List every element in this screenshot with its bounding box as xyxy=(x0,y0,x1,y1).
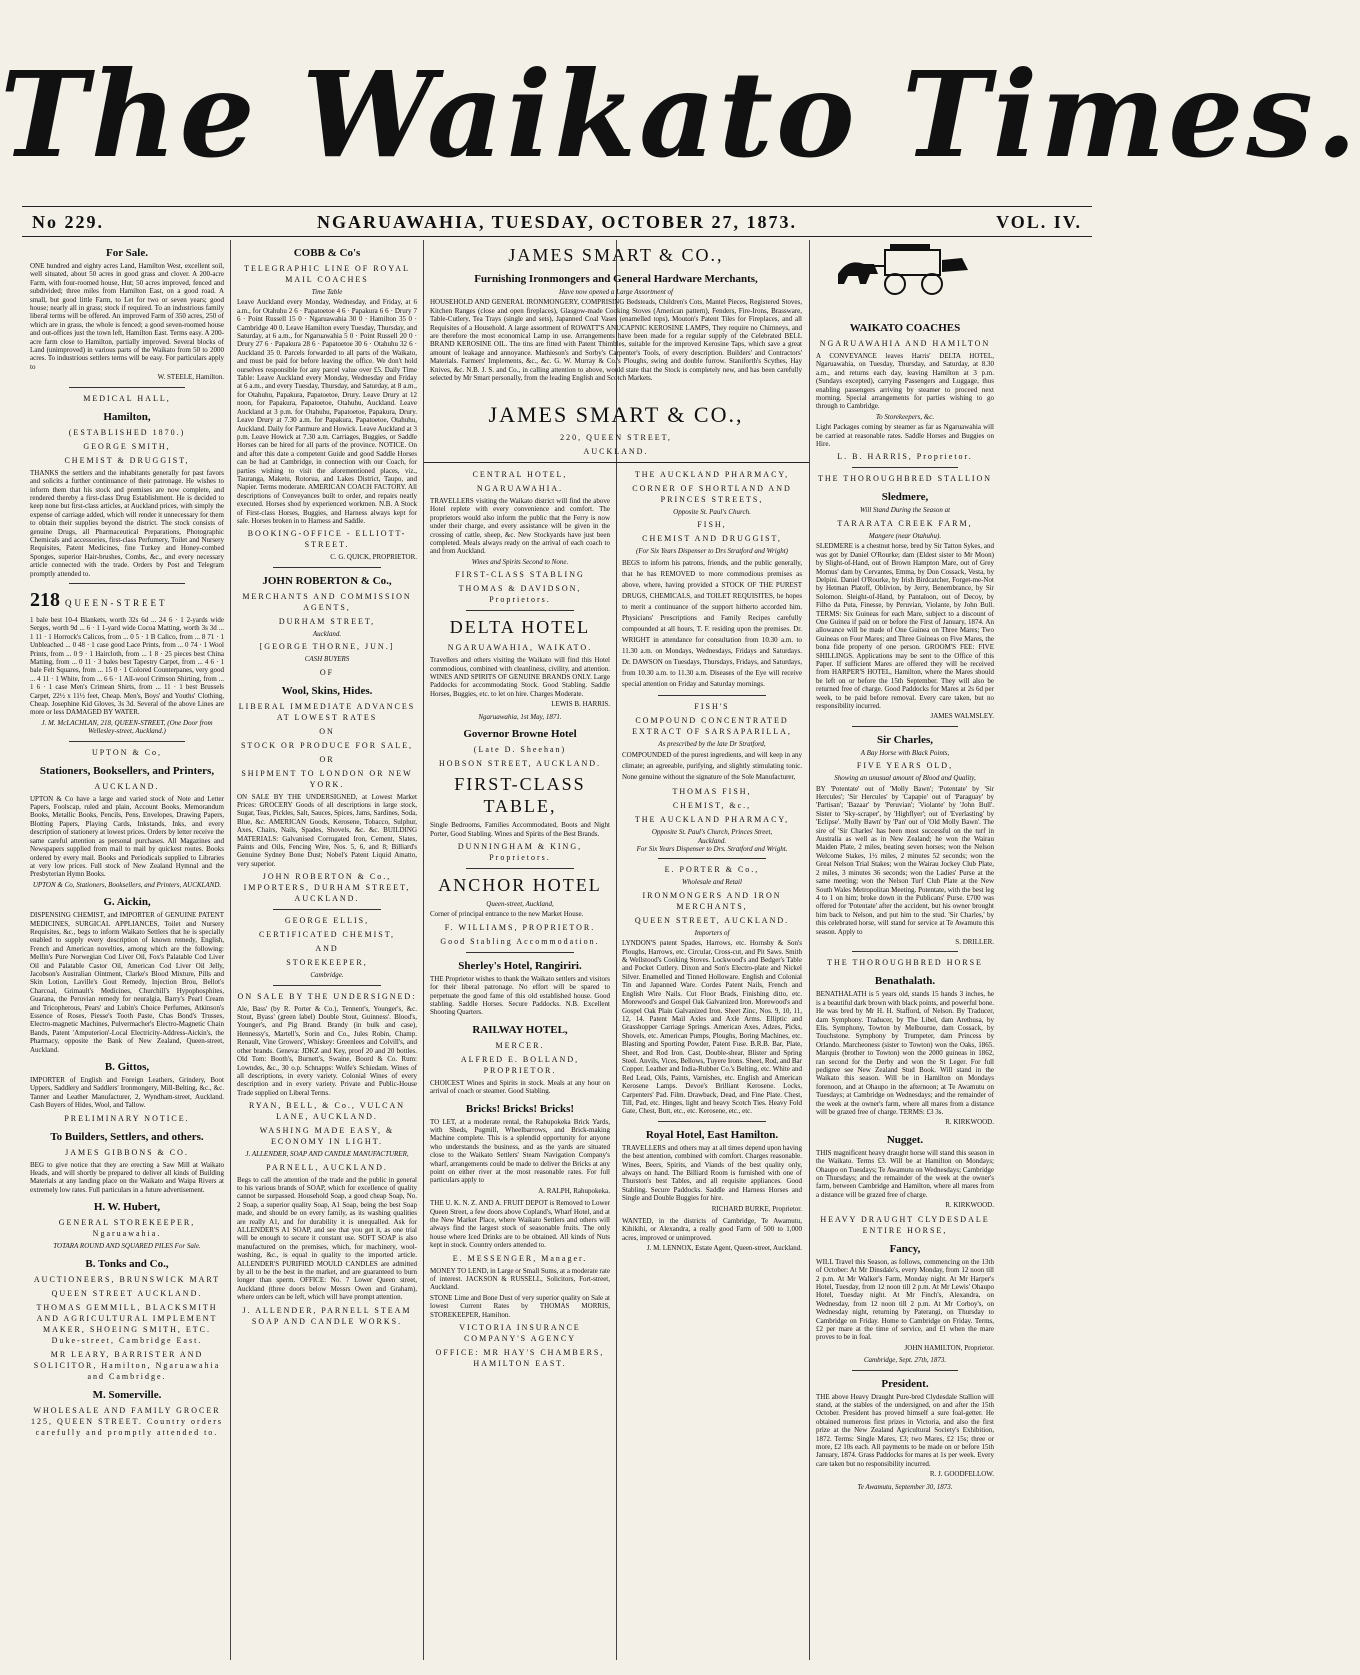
fancy-date: Cambridge, Sept. 27th, 1873. xyxy=(863,1356,947,1365)
chemist-name: GEORGE SMITH, xyxy=(83,441,171,451)
president-date: Te Awamutu, September 30, 1873. xyxy=(857,1482,953,1491)
roberton-thorne: [GEORGE THORNE, JUN.] xyxy=(259,642,395,652)
for-sale-signature: W. STEELE, Hamilton. xyxy=(157,373,224,382)
upton-text: UPTON & Co have a large and varied stock of Note and Letter Papers, Foolscap, ruled and plain, Account Books, Memorandum Books, Metallic Books, Pencils, Pens, Envelopes, Drawing Papers, Blotting Papers, Playing Cards, Inkstands, Inks, and every description of stationery at lowest prices. Orders by letter receive the same careful attention as personal purchases. All Magazines and Newspapers supplied from mail to mail by quickest routes. Books ordered by every mail. Books and Periodicals supplied to Libraries at very low prices. Full stock of New Zealand Hymnal and the Presbyterian Hymn Books. xyxy=(30,794,224,879)
central-place: NGARUAWAHIA. xyxy=(476,484,564,493)
anchor-title: ANCHOR HOTEL xyxy=(438,874,602,895)
coach-illustration xyxy=(816,240,994,315)
railway-proprietor: ALFRED E. BOLLAND, PROPRIETOR. xyxy=(460,1054,580,1075)
undersigned-title: ON SALE BY THE UNDERSIGNED: xyxy=(237,991,417,1001)
divider xyxy=(658,695,766,696)
delta-signature: LEWIS B. HARRIS. xyxy=(551,700,610,709)
dateline xyxy=(22,212,1092,236)
divider xyxy=(424,462,809,463)
fishs-prescribed: As prescribed by the late Dr Stratford, xyxy=(658,739,766,748)
porter-title: E. PORTER & Co., xyxy=(664,865,760,875)
porter-sub: Wholesale and Retail xyxy=(682,878,742,887)
fishs-chemist: CHEMIST, &c., xyxy=(672,801,752,811)
fish-sub: CHEMIST AND DRUGGIST, xyxy=(642,534,782,544)
mclachlan-signature: J. M. McLACHLAN, 218, QUEEN-STREET, (One Door from Wellesley-street, Auckland.) xyxy=(41,718,213,736)
allender-title: J. ALLENDER, SOAP AND CANDLE MANUFACTURER, xyxy=(245,1150,409,1159)
delta-text: Travellers and others visiting the Waikato will find this Hotel commodious, combined with cleanliness, civility, and attention. WINES AND SPIRITS OF GENUINE BRANDS ONLY. Large Paddocks for accommodating Stock. Good Stabling. Saddle Horses, Buggies, etc. to let on hire. Charges Moderate. xyxy=(430,656,610,698)
fishs-signature: THOMAS FISH, xyxy=(672,787,752,797)
cobb-time-table: Time Table xyxy=(311,288,343,296)
volume-number: VOL. IV. xyxy=(996,212,1082,232)
upton-signature: UPTON & Co, Stationers, Booksellers, and Printers, AUCKLAND. xyxy=(32,880,222,889)
fish-text: BEGS to inform his patrons, friends, and the public generally, that he has REMOVED to more commodious premises as above, where, having provided a STOCK OF THE PUREST DRUGS, CHEMICALS, and TOILET REQUISITES, he hopes to merit a continuance of the support hitherto accorded him. Physicians' Prescriptions and Family Recipes carefully compounded at all hours, T. F. residing upon the premises. Dr. WRIGHT in attendance for consultation from 10.30 a.m. to 11.30 a.m. on Mondays, Wednesdays, Fridays and Saturdays. Dr. DAWSON on Tuesdays, Thursdays, Fridays, and Saturdays, from 10.30 a.m. to 11.30 a.m. Diseases of the Eye will receive special attention on Friday and Saturday mornings. xyxy=(622,558,802,688)
divider xyxy=(658,858,766,859)
governor-late: (Late D. Sheehan) xyxy=(473,745,567,755)
queen-street-label: QUEEN-STREET xyxy=(65,597,168,608)
tonks-sub: AUCTIONEERS, BRUNSWICK MART xyxy=(33,1274,221,1284)
divider xyxy=(658,1121,766,1122)
smart-text: HOUSEHOLD AND GENERAL IRONMONGERY, COMPRISING Bedsteads, Children's Cots, Mantel Pieces, Registered Stoves, Kitchen Ranges (close and open fireplaces), Glasgow-made Cooking Stoves (American pattern), Fenders, Fire-Irons, Brassware, Table-Cutlery, Tea Trays (single and sets), Japanned Coal Vases (enamelled tops), Mouton's Patent Tiles for Fireplaces, and all Requisites of a Household. A large assortment of ROWATT'S ANUCAPNIC KEROSINE LAMPS, They require no Chimneys, and are therefore the most economical Lamp in use. Arrangements have been made for a regular supply of the Celebrated BELL BRAND KEROSINE OIL. The tins are fitted with Patent Thimbles, suitable for the improved Kerosine Taps, which save a great amount of leakage and annoyance. Mathieson's and Sorby's Carpenter's Tools, of every description. Builders' and Contractors' Materials. Farmers' Implements, &c., &c. G. W. Murray & Co.'s Ploughs, swing and double furrow. Staniforth's Scythes, Hay Knives, &c. N.B. J. S. and Co., in calling attention to above, would state that the Stock is completely new, and has been carefully selected by Mr Smart personally, from the leading English and Scotch Markets. xyxy=(430,298,802,383)
liberal-advances: LIBERAL IMMEDIATE ADVANCES AT LOWEST RATES xyxy=(238,701,416,722)
divider xyxy=(466,868,574,869)
cobb-text: Leave Auckland every Monday, Wednesday, and Friday, at 6 a.m., for Otahuhu 2 6 · Papatoetoe 4 6 · Papakura 6 6 · Drury 7 6 · Point Russell 15 0 · Ngaruawahia 30 0 · Hamilton 35 0 · Cambridge 40 0. Leave Hamilton every Tuesday, Thursday, and Saturday, at 6 a.m., for Ngaruawahia 5 0 · Point Russell 20 0 · Drury 27 6 · Papakura 28 6 · Papatoetoe 30 6 · Otahuhu 32 6 · Auckland 35 0. Parcels forwarded to all parts of the Waikato, and must be paid for before leaving the office. We don't hold ourselves responsible for any parcel value over £5. Daily Time Table: Leave Auckland every Monday, Wednesday and Friday at 6 a.m., and every Tuesday, Thursday, and Saturday, at 8 a.m., for Otahuhu, Papakura, Papatoetoe, Drury. Leave Drury at 12 noon, for Papakura, Papatoetoe, Otahuhu, Auckland. Leave Auckland at 3 p.m. for Otahuhu, Papatoetoe, Papakura, Drury. Leave Drury at 7.30 a.m. for Papakura, Papatoetoe, Otahuhu, Auckland. Daily for Panmure and Howick. Leave Auckland at 3 p.m. Leave Howick at 7.30 a.m. Carriages, Buggies, or Saddle Horses can be hired for all parts of the province. NOTICE. On and after this date a competent Guide and good Saddle Horses can be had at Cambridge, in connection with our Coach, for parties wishing to visit the aforementioned places, viz., Tauranga, Maketu, Rotorua, and Lakes District, Taupo, and Napier. Terms moderate. AMERICAN COACH FACTORY. All descriptions of Conveyances built to order, and repairs neatly executed. Horses shod by experienced workmen. N.B. A Stock of First-class Horses, Buggies, and Harness always kept for sale. Horses broken in to Harness and Saddle. xyxy=(237,298,417,525)
anchor-stabling: Good Stabling Accommodation. xyxy=(440,936,600,946)
fishs-years: For Six Years Dispenser to Drs. Stratford and Wright. xyxy=(636,845,788,854)
hubert-sub: GENERAL STOREKEEPER, Ngaruawahia. xyxy=(58,1218,196,1239)
gemmill-ad: THOMAS GEMMILL, BLACKSMITH AND AGRICULTURAL IMPLEMENT MAKER, SHOEING SMITH, ETC. Duke-street, Cambridge East. xyxy=(36,1302,218,1345)
fancy-text: WILL Travel this Season, as follows, commencing on the 13th of October: At Mr Dinsdale's, every Monday, from 12 noon till 2 p.m. At Mr Walker's Farm, Monday night. At Mr Harper's Hotel, Tuesday, from 12 noon till 2 p.m. At Mr Lewis' Ohaupo Hotel, Tuesday night. At Mr Finch's, Alexandra, on Wednesday, from 12 noon till 2 p.m. At Mr Corboy's, on Wednesday night, returning by Paterangi, on Thursday to Cambridge on Friday. Home to Cambridge on Friday. Terms, £2 per mare at the time of service, and £1 when the mare proves to be in foal. xyxy=(816,1257,994,1342)
charles-text: BY 'Potentate' out of 'Molly Bawn'; 'Potentate' by 'Sir Hercules'; 'Sir Hercules' by 'Capapie' out of 'Paraguay' by 'Partisan'; 'Bazaar' by 'Peruvian'; 'Violante' by 'John Bull'. Sister to 'Sky-scraper', by 'Highflyer'; out of 'Everlasting' by 'Eclipse'. 'Molly Bawn' by 'Pan' out of 'Old Molly Bawn'. The sire of 'Sir Charles' has been most successful on the turf in Australia as well as in New Zealand; he won the Wairau Maiden Plate, 2 miles, beating seven horses; won the Nelson Welcome Stakes, 1½ miles, 2 minutes 52 seconds; won the Great Nelson Trial Stakes; won the Wairau Jockey Club Plate, 2 miles, 3 minutes 36 seconds; won the Ladies' Purse at the same meeting; won the Nelson Turf Club Plate at the New South Wales Metropolitan Meeting. Potentate, with the best leg 4 to 1 on him; broke down in the Publicans' Purse. £700 was offered for 'Potentate' after the accident, but his owner brought him back to Nelson, and put him to the stud. 'Sir Charles,' by this celebrated horse, will stand for service at Te Awamutu this season. Apply to xyxy=(816,784,994,936)
delta-title: DELTA HOTEL xyxy=(449,617,591,638)
divider xyxy=(273,567,381,568)
divider xyxy=(69,741,185,742)
undersigned-text: Ale, Bass' (by R. Porter & Co.), Tennent's, Younger's, &c. Stout, Byass' (green label) Double Stout, Guinness'. Blood's, Younger's, and Pig Brand. Brandy (in bulk and case), Hennessy's, Martell's, Sorin and Co., Jules Robin, Champ. Renault, Vine Growers', Whiskey: Greenlees and Colvill's, and other brands. Geneva: JDKZ and Key, proof 20 and 20 bottles. Old Tom: Booth's, Burnett's, Swaine, Boord & Co. Rum: Lowndes, &c., 30 o.p. Schnapps: Wolfe's Schiedam. Wines of all descriptions, in every variety. Colonial Wines of every description and in every variety. Private and Public-House Trade supplied on Liberal Terms. xyxy=(237,1004,417,1097)
sledmere-title: Sledmere, xyxy=(881,491,929,504)
coaches-sub: NGARUAWAHIA AND HAMILTON xyxy=(819,339,991,348)
charles-sub: A Bay Horse with Black Points, xyxy=(860,748,950,757)
governor-title: Governor Browne Hotel xyxy=(463,728,577,741)
money-text: MONEY TO LEND, in Large or Small Sums, at a moderate rate of interest. JACKSON & RUSSELL, Solicitors, Fort-street, Auckland. xyxy=(430,1266,610,1292)
hubert-title: H. W. Hubert, xyxy=(93,1201,161,1214)
wool-title: Wool, Skins, Hides. xyxy=(281,684,373,697)
column-3 xyxy=(430,466,610,1660)
wanted-text: WANTED, in the districts of Cambridge, Te Awamutu, Kihikihi, or Alexandra, a really good Farm of 500 to 1,000 acres, improved or unimproved. xyxy=(622,1217,802,1242)
for-sale-title: For Sale. xyxy=(106,247,148,259)
anchor-place: Queen-street, Auckland, xyxy=(486,899,554,908)
queen-street-number: 218 xyxy=(30,588,60,611)
divider xyxy=(466,952,574,953)
gittos-title: B. Gittos, xyxy=(104,1061,150,1074)
stone-text: STONE Lime and Bone Dust of very superior quality on Sale at lowest Current Rates by THOMAS MORRIS, STOREKEEPER, Hamilton. xyxy=(430,1293,610,1319)
delta-place: NGARUAWAHIA, WAIKATO. xyxy=(447,643,593,653)
smart-intro: Have now opened a Large Assortment of xyxy=(559,288,673,296)
benathalath-signature: R. KIRKWOOD. xyxy=(945,1118,994,1127)
allender-text: Begs to call the attention of the trade and the public in general to his various brands of SOAP, which for excellence of quality cannot be surpassed. Household Soap, a good cheap Soap, No. 2 Soap, a superior quality Soap, A1 Soap, being the best Soap made, and should be on every family, as its washing qualities are really A1, and for durability it is unequalled. Ask for ALLENDER'S A1 SOAP, and see that you get it, as one trial will be enough to secure it constant use. SOFT SOAP is also manufactured on the premises, which, for machinery, wool-washing, &c., is equal in quality to the imported article. ALLENDER'S PURIFIED MOULD CANDLES are admitted by all to be the best in the market, and are guaranteed to burn longer than sperm. OFFICE: No. 7 Lower Queen street, Auckland (three doors below Messrs Owen and Graham), where orders can be left, which will have prompt attention. xyxy=(237,1175,417,1302)
cobb-office: BOOKING-OFFICE - ELLIOTT-STREET. xyxy=(247,529,407,550)
masthead-rule xyxy=(22,206,1092,207)
sledmere-text: SLEDMERE is a chestnut horse, bred by Sir Tatton Sykes, and was got by Daniel O'Rourke; dam (Eldest sister to Mr Moon) by Slight-of-Hand, out of Brown Hampton Mare, out of Grey Momus' dam by Cervantes, Emma, by Don Cossack, Vesta, by Delpini. Daniel O'Rourke, by Irish Birdcatcher, Forget-me-Not by Hetman Platoff, Oblivion, by Jerry, Benembrance, by Sir Solomon. Sleight-of-Hand, by Pantaloon, out of Decoy, by Filho da Puta, Finesse, by Peruvian, Violante, by John Bull. TERMS: Six Guineas for each Mare, subject to a discount of One Guinea if paid on or before the First of January, 1874. An allowance will be made of One Guinea on Three Mares; Two Guineas on Four Mares; and Three Guineas on Five Mares, the bona fide property of one person. GROOM'S FEE: FIVE SHILLINGS. Applications may be sent to the Office of this Paper. If sufficient Mares are offered they will be received from HARPER'S HOTEL, Hamilton, where the Mares should be left on or before the 15th September. They will also be returned free of charge. Good Paddocks for Mares at 2s 6d per week, to be paid before removal. Every care taken, but no responsibility incurred. xyxy=(816,542,994,710)
anchor-text: Corner of principal entrance to the new Market House. xyxy=(430,910,584,919)
chemist-text: THANKS the settlers and the inhabitants generally for past favors and solicits a further continuance of their patronage. He wishes to inform them that his stock and premises are now complete, and rendered thereby a first-class Drug Establishment. He is decided to keep none but first-class articles, at Auckland prices, with simply the expense of carriage added, which will render it unnecessary for them to obtain their supplies beyond the district. The stock consists of genuine Drugs, all Pharmaceutical Preparations, Photographic Chemicals and accessories, first-class Perfumery, Toilet and Nursery Requisites, Patent Medicines, fine Turkey and Honey-combed Sponges, superior Hair-brushes, Combs, &c., and every necessary article connected with the trade. Orders by Post and Telegram promptly attended to. xyxy=(30,468,224,578)
divider xyxy=(273,909,381,910)
delta-date: Ngaruawahia, 1st May, 1871. xyxy=(478,712,562,721)
medical-hall-place: Hamilton, xyxy=(103,410,151,423)
ellis-name: GEORGE ELLIS, xyxy=(284,916,370,926)
washing-title: WASHING MADE EASY, & ECONOMY IN LIGHT. xyxy=(259,1126,395,1147)
charles-title: Sir Charles, xyxy=(876,733,934,746)
benathalath-title: THE THOROUGHBRED HORSE xyxy=(827,958,983,968)
sherley-title: Sherley's Hotel, Rangiriri. xyxy=(458,959,582,972)
bricks-text: TO LET, at a moderate rental, the Rahupokeka Brick Yards, with Sheds, Pugmill, Wheelbarrows, and Brick-making Machine complete. This is a splendid opportunity for anyone who understands the business, and as the yards are situated close to the Waikato Settlers' Steam Navigation Company's wharf, arrangements could be made to deliver the Bricks at any point on either river at the most reasonable rates. For full particulars apply to xyxy=(430,1117,610,1185)
cobb-title: COBB & Co's xyxy=(293,247,361,259)
tonks-title: B. Tonks and Co., xyxy=(85,1257,169,1270)
fruit-depot-signature: E. MESSENGER, Manager. xyxy=(452,1253,588,1263)
column-5 xyxy=(816,240,994,1660)
onsale-text: ON SALE BY THE UNDERSIGNED, at Lowest Market Prices: GROCERY Goods of all descriptions in large stock, Sugar, Teas, Pickles, Salt, Sauces, Spices, Jams, Sardines, Soda, Blue, &c. AMERICAN Goods, Kerosene, Tobacco, Sulphur, Axes, Chairs, Nails, Spades, Shovels, &c. &c. BUILDING MATERIALS: Galvanised Corrugated Iron, Cement, Slates, Paints and Oils, Fencing Wire, Nos. 5, 6, and 8; Billiard's Genuine Sydney Bone Dust; Nobel's Patent Liquid Amatto, very superior. xyxy=(237,792,417,868)
bricks-signature: A. RALPH, Rahupokeka. xyxy=(538,1186,610,1195)
medical-hall-established: (ESTABLISHED 1870.) xyxy=(68,427,186,437)
fishs-text: COMPOUNDED of the purest ingredients, and will keep in any climate; an agreeable, purifying, and slightly stimulating tonic. None genuine without the signature of the Sole Manufacturer, xyxy=(622,751,802,782)
charles-tagline: Showing an unusual amount of Blood and Quality, xyxy=(834,774,976,783)
royal-title: Royal Hotel, East Hamilton. xyxy=(645,1128,779,1141)
ellis-and: AND xyxy=(315,944,339,954)
charles-age: FIVE YEARS OLD, xyxy=(856,761,954,771)
fishs-place: Auckland. xyxy=(697,836,727,845)
fishs-pharmacy: THE AUCKLAND PHARMACY, xyxy=(634,815,790,825)
masthead-title: The Waikato Times. xyxy=(0,45,1360,184)
storekeepers-text: Light Packages coming by steamer as far as Ngaruawahia will be carried at reasonable rates. Saddle Horses and Buggies on Hire. xyxy=(816,423,994,449)
queen-street-list: 1 bale best 10-4 Blankets, worth 32s 6d ... 24 6 · 1 2-yards wide Serges, worth 9d ... 6 · 1 1-yard wide Cocoa Matting, worth 3s 3d ... 1 11 · 1 Horrock's Calicos, from ... 0 5 · 1 B Calico, from ... 8 71 · 1 Unbleached ... 0 48 · 1 case good Lace Prints, from ... 0 74 · 1 Wool Prints, from ... 0 9 · 1 Haircloth, from ... 1 8 · 25 pieces best China Matting, from ... 0 11 · 3 bales best Tapestry Carpet, from ... 4 6 · 1 bale Felt Squares, from ... 15 0 · 1 Colored Counterpanes, very good ... 4 11 · 1 White, from ... 6 6 · 1 All-wool Crimson Shirting, from ... 1 6 · 1 case Men's Crimean Shirts, from ... 11 · 1 best Brussels Carpet, 22½ x 11½ feet, Cheap. Men's, Boys' and Youths' Clothing, Cheap. Josephine Kid Gloves, 3s 3d. Several of the above Lines are more or less DAMAGED BY WATER. xyxy=(30,615,224,717)
pharmacy-corner: CORNER OF SHORTLAND AND PRINCES STREETS, xyxy=(632,484,792,504)
governor-text: Single Bedrooms, Families Accommodated, Boots and Night Porter, Good Stabling. Wines and Spirits of the Best Brands. xyxy=(430,821,610,838)
central-signature: THOMAS & DAVIDSON, Proprietors. xyxy=(458,584,582,605)
aickin-title: G. Aickin, xyxy=(103,896,151,909)
smart-logo-block xyxy=(430,398,802,460)
allender-place: PARNELL, AUCKLAND. xyxy=(266,1162,388,1172)
somerville-text: WHOLESALE AND FAMILY GROCER 125, QUEEN STREET. Country orders carefully and promptly attended to. xyxy=(30,1405,224,1437)
hubert-line: TOTARA ROUND AND SQUARED PILES For Sale. xyxy=(53,1242,201,1251)
column-rule xyxy=(230,240,231,1660)
fish-years: (For Six Years Dispenser to Drs Stratford and Wright) xyxy=(636,547,788,556)
railway-title: RAILWAY HOTEL, xyxy=(472,1023,568,1036)
pharmacy-title: THE AUCKLAND PHARMACY, xyxy=(634,470,790,479)
central-stabling: FIRST-CLASS STABLING xyxy=(455,570,585,580)
fishs-opposite: Opposite St. Paul's Church, Princes Street, xyxy=(651,828,773,837)
column-1 xyxy=(30,240,224,1660)
fancy-name: Fancy, xyxy=(889,1242,921,1255)
coach-icon xyxy=(830,240,980,298)
divider xyxy=(852,1370,959,1371)
column-rule xyxy=(423,240,424,1660)
divider xyxy=(69,583,185,584)
governor-signature: DUNNINGHAM & KING, Proprietors. xyxy=(457,841,583,862)
charles-signature: S. DRILLER. xyxy=(955,937,994,946)
dateline-rule xyxy=(22,236,1092,237)
somerville-title: M. Somerville. xyxy=(92,1388,162,1401)
storekeepers-title: To Storekeepers, &c. xyxy=(875,412,935,421)
central-title: CENTRAL HOTEL, xyxy=(472,470,568,479)
victoria-text: OFFICE: MR HAY'S CHAMBERS, HAMILTON EAST. xyxy=(435,1348,605,1369)
undersigned-signature: RYAN, BELL, & Co., VULCAN LANE, AUCKLAND. xyxy=(248,1101,406,1122)
ellis-storekeeper: STOREKEEPER, xyxy=(286,958,368,968)
nugget-title: Nugget. xyxy=(886,1133,924,1146)
smart-advert xyxy=(430,240,802,398)
column-2 xyxy=(237,240,417,1660)
roberton-sub: MERCHANTS AND COMMISSION AGENTS, xyxy=(242,591,412,612)
nugget-text: THIS magnificent heavy draught horse will stand this season in the Waikato. Terms £3. Will be at Hamilton on Mondays; Ohaupo on Tuesdays; Te Awamutu on Wednesdays; Cambridge on Thursdays; and the remainder of the week at the owner's farm, between Cambridge and Hamilton, where all mares from a distance will be grazed free of charge. xyxy=(816,1148,994,1199)
smart-city: AUCKLAND. xyxy=(583,447,649,456)
president-title: President. xyxy=(881,1377,929,1390)
smart-sub: Furnishing Ironmongers and General Hardware Merchants, xyxy=(474,273,758,285)
fancy-title: HEAVY DRAUGHT CLYDESDALE ENTIRE HORSE, xyxy=(820,1214,990,1235)
sherley-text: THE Proprietor wishes to thank the Waikato settlers and visitors for their liberal patronage. No effort will be spared to perpetuate the good fame of this old established house. Good stabling. Saddle Horses. Secure Paddocks. N.B. Excellent Shooting Quarters. xyxy=(430,974,610,1017)
preliminary-notice: PRELIMINARY NOTICE. xyxy=(64,1113,190,1123)
smart-title: JAMES SMART & CO., xyxy=(508,245,724,265)
sledmere-place: Mangere (near Otahuhu). xyxy=(868,531,942,540)
fishs-title: FISH'S xyxy=(694,701,730,711)
divider xyxy=(69,387,185,388)
smart-address: 220, QUEEN STREET, xyxy=(560,433,672,442)
royal-text: TRAVELLERS and others may at all times depend upon having the best attention, combined with comfort. Charges reasonable. Wines, Beers, Spirits, and Viands of the best quality only, always on hand. The Billiard Room is furnished with one of Thurston's best Tables, and all requisite appliances. Good Stabling. Secure Paddocks. Saddle and Harness Horses and Single and Double Buggies for hire. xyxy=(622,1143,802,1203)
column-rule xyxy=(809,240,810,1660)
upton-place: AUCKLAND. xyxy=(94,781,160,791)
builders-title: To Builders, Settlers, and others. xyxy=(50,1130,204,1143)
central-wines: Wines and Spirits Second to None. xyxy=(471,557,569,566)
cobb-signature: C. G. QUICK, PROPRIETOR. xyxy=(330,553,417,562)
stock-for-sale: STOCK OR PRODUCE FOR SALE, xyxy=(240,740,414,750)
divider xyxy=(466,610,574,611)
victoria-title: VICTORIA INSURANCE COMPANY'S AGENCY xyxy=(459,1323,581,1344)
anchor-signature: F. WILLIAMS, PROPRIETOR. xyxy=(444,922,596,932)
divider xyxy=(852,726,959,727)
coaches-title: WAIKATO COACHES xyxy=(849,322,961,334)
railway-place: MERCER. xyxy=(495,1040,545,1050)
gibbons-name: JAMES GIBBONS & CO. xyxy=(65,1147,189,1157)
aickin-text: DISPENSING CHEMIST, and IMPORTER of GENUINE PATENT MEDICINES, SURGICAL APPLIANCES, Toilet and Nursery Requisites, &c., begs to inform Waikato Settlers that he is specially enabled to supply every description of known remedy, English, French and American novelties, among which are the following: Mellin's Pure Norwegian Cod Liver Oil, Fox's Palatable Cod Liver Oil and Palatable Castor Oil, American Cod Liver Oil Jelly, Jacobson's Australian Ointment, Clarke's Blood Mixture, Pills and Skin Lotion, Laville's Gout Remedy, Injection Brou, Bellot's Charcoal, Grimault's Medicines, Churchill's Hypophosphites, Guarana, the Peruvian remedy for neuralgia, Barry's Pearl Cream and Tricopherous, Pears' and Lubin's Choice Perfumes, Atkinson's Essence of Roses, Piesse's Tooth Paste, Chas Bond's Trusses, Electro-magnetic Machines, Pulvermacher's Electro-Magnetic Chain Bands, Patent 'Amputerion'-Local Electricity-Address-Aickin's, the Pharmacy, opposite the Bank of New Zealand, Queen-street, Auckland. xyxy=(30,911,224,1054)
benathalath-text: BENATHALATH is 5 years old, stands 15 hands 3 inches, he is a beautiful dark brown with black points, and powerful bone. He was bred by Mr H. H. Stafford, of Nelson. By Traducer, dam Symphony. Traducer, by The Libel, dam Arethusa, by Elis. Symphony, Towton by Melbourne, dam Cossack, by Touchstone. Symphony by Trumpeter, dam Princess by Orlando. Marcheoness (sister to Towton) won the Oaks, 1865. Marquis (brother to Towton) won the 2000 guineas in 1862, ran second for the Derby and won the St Leger. For full pedigree see New Zealand Stud Book. Will stand in the Waikato this season. Will be in Hamilton on Mondays forenoon, and at Ohaupo in the afternoon; at Te Awamutu on Tuesdays; at Cambridge on Wednesdays; and the remainder of the week at the owner's farm, where all mares from a distance will be grazed free of charge. TERMS: £3 3s. xyxy=(816,990,994,1117)
ellis-place: Cambridge. xyxy=(310,971,344,980)
fishs-sub: COMPOUND CONCENTRATED EXTRACT OF SARSAPARILLA, xyxy=(632,715,792,736)
roberton-signature: JOHN ROBERTON & Co., IMPORTERS, DURHAM STREET, AUCKLAND. xyxy=(243,872,411,904)
gittos-text: IMPORTER of English and Foreign Leathers, Grindery, Boot Uppers, Saddlery and Saddlers' Ironmongery, Mill-Belting, &c., &c. Tanner and Leather Manufacturer, 2, Wyndham-street, Auckland. Cash Buyers of Hides, Wool, and Tallow. xyxy=(30,1076,224,1110)
divider xyxy=(852,951,959,952)
for-sale-text: ONE hundred and eighty acres Land, Hamilton West, excellent soil, well situated, about 50 acres in good grass and clover. A 200-acre Farm, with four-roomed house, Hut; 50 acres improved, fenced and subdivided; three miles from Hamilton East, on a good road. A small, but good little Farm, to Let for two or seven years; good house; nearly all in grass; stock if required. To an industrious family liberal terms will be offered. An improved Farm of 350 acres, 250 of which are in grass, the whole is fenced; a good seven-roomed house and out-offices just the town left, Hamilton East. Terms easy. A 200-acre farm close to Hamilton, partially improved. Several blocks of Land (unimproved) in various parts of the Waikato from 50 to 2000 acres. To industrious settlers terms will be easy. For particulars apply to xyxy=(30,262,224,371)
porter-merchants: IRONMONGERS AND IRON MERCHANTS, xyxy=(642,890,782,911)
benathalath-name: Benathalath. xyxy=(874,975,936,988)
bricks-title: Bricks! Bricks! Bricks! xyxy=(465,1102,575,1115)
fancy-signature: JOHN HAMILTON, Proprietor. xyxy=(904,1343,994,1352)
roberton-title: JOHN ROBERTON & Co., xyxy=(262,574,392,587)
leary-ad: MR LEARY, BARRISTER AND SOLICITOR, Hamilton, Ngaruawahia and Cambridge. xyxy=(33,1349,221,1381)
harris-signature: L. B. HARRIS, Proprietor. xyxy=(837,452,973,462)
porter-importers: Importers of xyxy=(694,928,730,937)
issue-number: No 229. xyxy=(32,212,104,232)
porter-street: QUEEN STREET, AUCKLAND. xyxy=(634,915,790,925)
gibbons-text: BEG to give notice that they are erecting a Saw Mill at Waikato Heads, and will shortly be prepared to deliver all kinds of Building Materials at any landing place on the Waikato and Waipa Rivers at extremely low rates. Full particulars in a future advertisement. xyxy=(30,1160,224,1194)
divider xyxy=(273,985,381,986)
fish-title: FISH, xyxy=(697,520,727,530)
column-4 xyxy=(622,466,802,1660)
cobb-sub: TELEGRAPHIC LINE OF ROYAL MAIL COACHES xyxy=(244,264,410,284)
nugget-signature: R. KIRKWOOD. xyxy=(945,1201,994,1210)
central-text: TRAVELLERS visiting the Waikato district will find the above Hotel replete with every convenience and comfort. The proprietors would also inform the public that the Ferry is now under their charge, and every assistance will be given in the crossing of cattle, sheep, &c. New Stockyards have just been completed. Meals always ready on the arrival of each coach to and from Auckland. xyxy=(430,497,610,556)
divider xyxy=(852,467,959,468)
governor-street: HOBSON STREET, AUCKLAND. xyxy=(438,759,602,769)
railway-text: CHOICEST Wines and Spirits in stock. Meals at any hour on arrival of coach or steamer. Good Stabling. xyxy=(430,1078,610,1096)
medical-hall-title: MEDICAL HALL, xyxy=(83,393,171,403)
upton-sub: Stationers, Booksellers, and Printers, xyxy=(39,764,215,777)
upton-title: UPTON & Co, xyxy=(91,747,163,757)
tonks-place: QUEEN STREET AUCKLAND. xyxy=(51,1288,203,1298)
governor-table: FIRST-CLASS TABLE, xyxy=(454,774,586,817)
stallion-title: THE THOROUGHBRED STALLION xyxy=(817,474,993,484)
president-signature: R. J. GOODFELLOW. xyxy=(929,1470,994,1479)
porter-text: LYNDON'S patent Spades, Harrows, etc. Hornsby & Son's Ploughs, Harrows, etc. Circular, Cross-cut, and Pit Saws. Smith & Wellstood's Cooking Stoves. Lockwood's and Bedger's Table and Pocket Cutlery. Dixon and Son's Electro-plate and Nickel Silver. Enamelled and Tinned Holloware. English and Colonial Tin and Japanned Ware. Cordes Patent Nails, French and English Wire Nails. Cut Floor Brads, Finishing ditto, etc. Morewood's and Gospel Oak Galvanized Iron. Morewood's and Gospel Oak Plain Galvanized Iron. Sheet Zinc, Nos. 9, 10, 11, 12, 14. Patent Mail Axles and Axle Arms. Elliptic and Grasshopper Carriage Springs. American Axes, Adzes, Picks, Shovels, etc. American Pumps, Ploughs, Boring Machines, etc. Blasting and Sporting Powder, Patent Fuse. B.R.B. Bar, Plate, Sheet, and Rod Iron. Cast, Double-shear, Blister and Spring Steel. Anvils, Vices, Bellows, Tuyere Irons. Sheet, Rod, and Bar Copper. Leather and India-Rubber Co.'s Belting, etc. White and Red Lead, Oils, Paints, Varnishes, etc. English and American Kerosene Lamps. Devoe's Brilliant Kerosene. Locks, Carpenters' Pad. Film. Drawback, Dead, and Fine Plate. Chest, Till, Pad, etc. Hinges, light and heavy Scotch Ties. Heavy Fold Gate, Chest, Butt, etc., etc. Kerosene, etc., etc. xyxy=(622,939,802,1116)
fruit-depot-text: THE U. K. N. Z. AND A. FRUIT DEPOT is Removed to Lower Queen Street, a few doors above Copland's, Wharf Hotel, and at the New Market Place, where Waikato Settlers and others will always find the largest stock of seasonable fruits. The only house where Iced Drinks are to be obtained. All kinds of Nuts kept in stock. Country orders attended to. xyxy=(430,1199,610,1250)
cash-buyers: CASH BUYERS xyxy=(304,655,350,664)
sledmere-farm: TARARATA CREEK FARM, xyxy=(837,518,973,528)
allender-signature: J. ALLENDER, PARNELL STEAM SOAP AND CANDLE WORKS. xyxy=(242,1305,412,1326)
or-label: OR xyxy=(319,754,335,764)
smart-logo: JAMES SMART & CO., xyxy=(488,402,744,427)
roberton-street: DURHAM STREET, xyxy=(278,616,376,626)
place-date: NGARUAWAHIA, TUESDAY, OCTOBER 27, 1873. xyxy=(316,212,798,232)
pharmacy-opposite: Opposite St. Paul's Church. xyxy=(673,508,751,516)
sledmere-signature: JAMES WALMSLEY. xyxy=(930,712,994,721)
on-label: ON xyxy=(319,726,335,736)
shipment-line: SHIPMENT TO LONDON OR NEW YORK. xyxy=(241,768,413,789)
wanted-signature: J. M. LENNOX, Estate Agent, Queen-street, Auckland. xyxy=(646,1244,802,1253)
president-text: THE above Heavy Draught Pure-bred Clydesdale Stallion will stand, at the stables of the undersigned, on and after the 15th October. President has proved himself a sure foal-getter. He obtained numerous first prizes in Victoria, and also the first prize at the New Zealand Agricultural Society's Exhibition, 1872. Terms: Single Mares, £3; two Mares, £2 15s; three or more, £2 10s each. All payments to be made on or before 15th January, 1874. Grass Paddocks for mares at 1s per week. Every care taken but no responsibility incurred. xyxy=(816,1392,994,1468)
royal-signature: RICHARD BURKE, Proprietor. xyxy=(711,1204,802,1213)
ellis-title: CERTIFICATED CHEMIST, xyxy=(258,930,396,940)
coaches-text: A CONVEYANCE leaves Harris' DELTA HOTEL, Ngaruawahia, on Tuesday, Thursday, and Saturday, at 8.30 a.m., and returns each day, leaving Hamilton at 3 p.m. (Sundays excepted), carrying Passengers and Luggage, thus enabling passengers arriving by steamer to proceed next morning. Special arrangements for parties wishing to go through to Cambridge. xyxy=(816,352,994,411)
chemist-title: CHEMIST & DRUGGIST, xyxy=(64,455,190,465)
of-label: OF xyxy=(319,667,335,677)
sledmere-season: Will Stand During the Season at xyxy=(859,506,951,515)
roberton-place: Auckland. xyxy=(312,629,342,638)
